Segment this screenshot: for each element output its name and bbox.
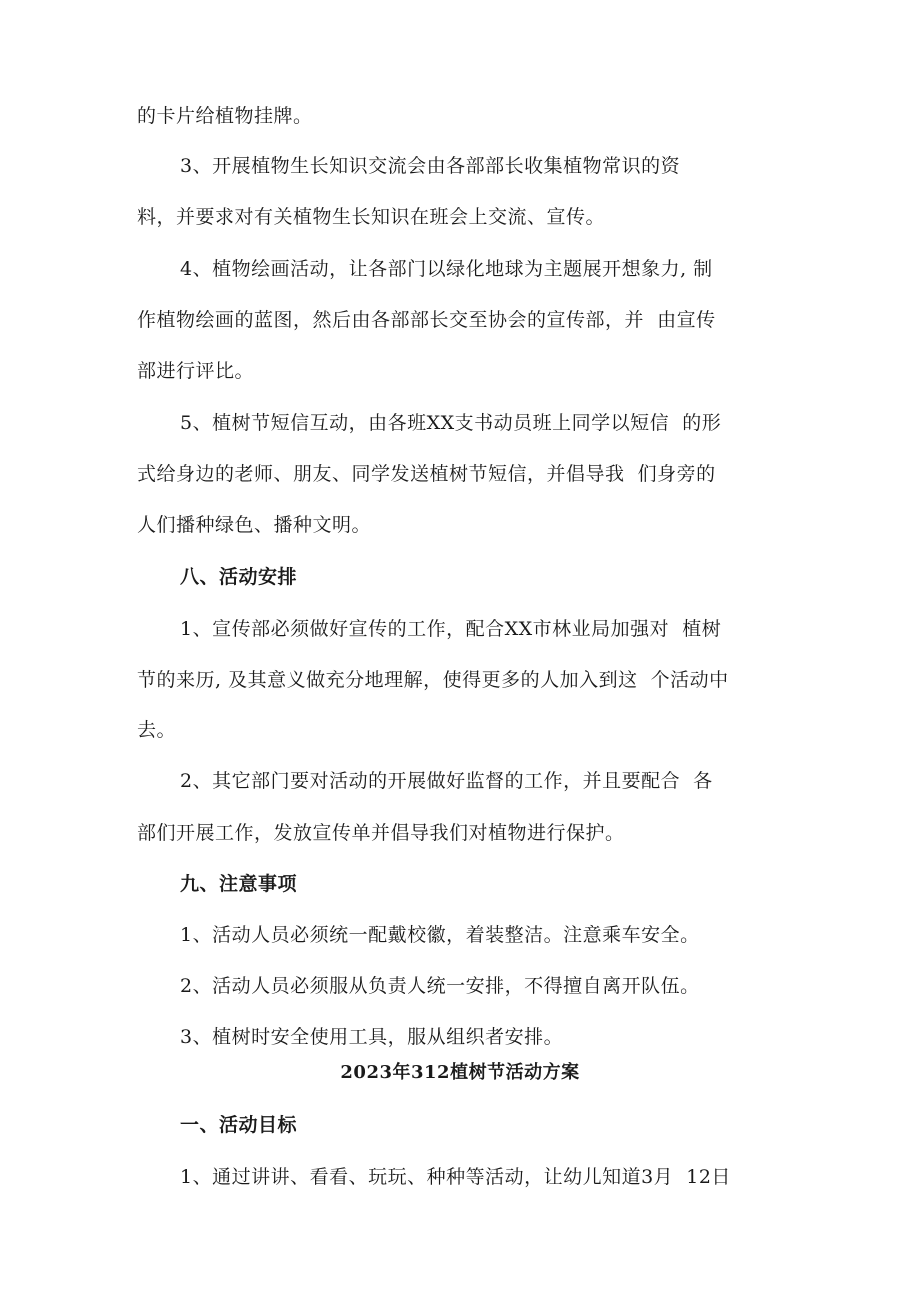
section-heading: 八、活动安排	[180, 566, 298, 588]
section-heading: 九、注意事项	[180, 873, 298, 895]
paragraph-line: 去。	[137, 719, 177, 741]
paragraph-line: 节的来历, 及其意义做充分地理解，使得更多的人加入到这 个活动中	[137, 669, 729, 691]
paragraph-line: 3、植树时安全使用工具，服从组织者安排。	[180, 1026, 564, 1048]
paragraph-line: 2、活动人员必须服从负责人统一安排，不得擅自离开队伍。	[180, 975, 700, 997]
section-heading: 一、活动目标	[180, 1114, 298, 1136]
paragraph-line: 料，并要求对有关植物生长知识在班会上交流、宣传。	[137, 206, 606, 228]
paragraph-line: 的卡片给植物挂牌。	[137, 105, 313, 127]
paragraph-line: 1、宣传部必须做好宣传的工作，配合XX市林业局加强对 植树	[180, 618, 722, 640]
paragraph-line: 人们播种绿色、播种文明。	[137, 514, 372, 536]
paragraph-line: 5、植树节短信互动，由各班XX支书动员班上同学以短信 的形	[180, 412, 722, 434]
paragraph-line: 式给身边的老师、朋友、同学发送植树节短信，并倡导我 们身旁的	[137, 463, 716, 485]
paragraph-line: 部们开展工作，发放宣传单并倡导我们对植物进行保护。	[137, 822, 625, 844]
paragraph-line: 4、植物绘画活动，让各部门以绿化地球为主题展开想象力, 制	[180, 258, 713, 280]
paragraph-line: 1、活动人员必须统一配戴校徽，着装整洁。注意乘车安全。	[180, 924, 700, 946]
document-title: 2023年312植树节活动方案	[340, 1062, 580, 1083]
paragraph-line: 作植物绘画的蓝图，然后由各部部长交至协会的宣传部，并 由宣传	[137, 309, 716, 331]
paragraph-line: 部进行评比。	[137, 360, 255, 382]
paragraph-line: 1、通过讲讲、看看、玩玩、种种等活动，让幼儿知道3月 12日	[180, 1166, 731, 1188]
paragraph-line: 2、其它部门要对活动的开展做好监督的工作，并且要配合 各	[180, 770, 713, 792]
paragraph-line: 3、开展植物生长知识交流会由各部部长收集植物常识的资	[180, 155, 681, 177]
